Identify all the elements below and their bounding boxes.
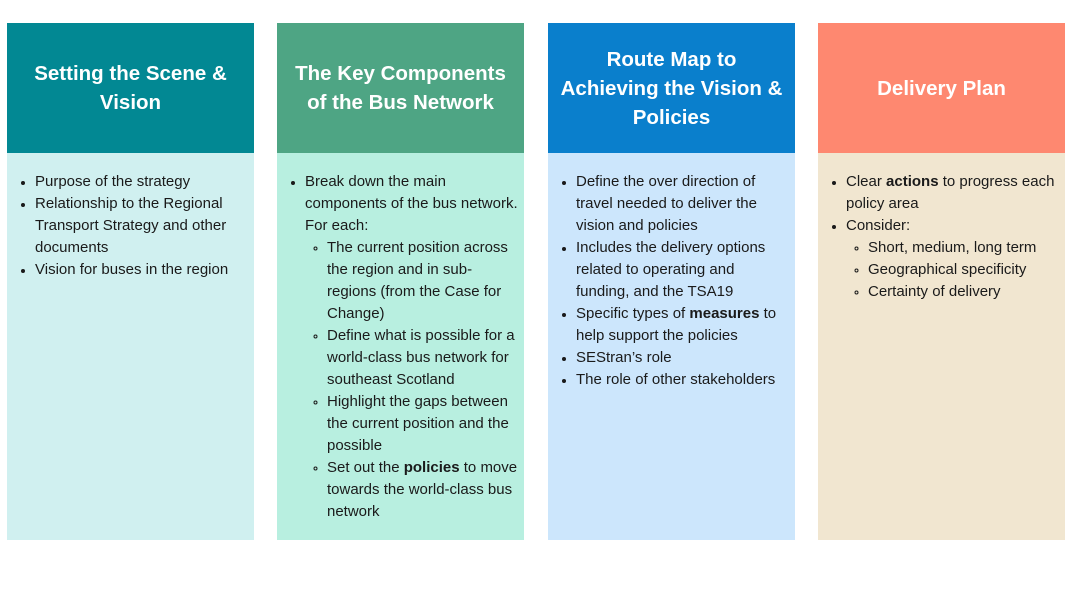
- list-item: [576, 347, 789, 369]
- column-header: Route Map to Achieving the Vision & Policies: [548, 23, 795, 153]
- sub-list-item-text: The current position across the region and in sub-regions (from the Case for Change): [327, 239, 508, 322]
- sub-list-item-text: to move towards the world-class bus network: [327, 459, 518, 520]
- column-setting-the-scene: [7, 23, 254, 540]
- column-key-components: [277, 23, 524, 540]
- list-item: [576, 237, 789, 303]
- bullet-list: [552, 171, 789, 391]
- sub-list-item: [868, 237, 1059, 259]
- sub-list-item-text: Set out the: [327, 459, 404, 476]
- sub-list-item: [327, 391, 518, 457]
- list-item: [846, 215, 1059, 303]
- list-item: [35, 193, 248, 259]
- sub-list-item: [327, 457, 518, 523]
- bullet-list: [281, 171, 518, 523]
- column-body: [548, 153, 795, 540]
- sub-list-item-text: Certainty of delivery: [868, 283, 1001, 300]
- sub-bullet-list: [305, 237, 518, 523]
- list-item-text: Clear: [846, 173, 887, 190]
- column-body: [277, 153, 524, 540]
- sub-list-item: [868, 281, 1059, 303]
- list-item-text: Define the over direction of travel needed to deliver the vision and policies: [576, 173, 757, 234]
- list-item-text: Relationship to the Regional Transport Strategy and other documents: [35, 195, 227, 256]
- emphasis-actions: actions: [886, 173, 939, 190]
- sub-list-item-text: Highlight the gaps between the current position and the possible: [327, 393, 509, 454]
- sub-list-item: [868, 259, 1059, 281]
- sub-list-item-text: Define what is possible for a world-class bus network for southeast Scotland: [327, 327, 515, 388]
- column-body: [7, 153, 254, 540]
- list-item: [35, 259, 248, 281]
- sub-bullet-list: [846, 237, 1059, 303]
- list-item-text: Consider:: [846, 217, 911, 234]
- list-item-text: to help support the policies: [576, 305, 777, 344]
- list-item: [846, 171, 1059, 215]
- column-header: Delivery Plan: [818, 23, 1065, 153]
- column-header: The Key Components of the Bus Network: [277, 23, 524, 153]
- list-item-text: Includes the delivery options related to operating and funding, and the TSA19: [576, 239, 766, 300]
- sub-list-item: [327, 237, 518, 325]
- list-item-text: to progress each policy area: [846, 173, 1055, 212]
- list-item-text: SEStran’s role: [576, 349, 672, 366]
- list-item: [576, 303, 789, 347]
- list-item: [576, 171, 789, 237]
- sub-list-item: [327, 325, 518, 391]
- column-route-map: [548, 23, 795, 540]
- sub-list-item-text: Short, medium, long term: [868, 239, 1037, 256]
- column-delivery-plan: [818, 23, 1065, 540]
- emphasis-measures: measures: [689, 305, 760, 322]
- list-item: [35, 171, 248, 193]
- list-item-text: The role of other stakeholders: [576, 371, 776, 388]
- bullet-list: [11, 171, 248, 281]
- sub-list-item-text: Geographical specificity: [868, 261, 1027, 278]
- list-item: [576, 369, 789, 391]
- column-header: Setting the Scene & Vision: [7, 23, 254, 153]
- list-item-text: Break down the main components of the bus network. For each:: [305, 173, 518, 234]
- bullet-list: [822, 171, 1059, 303]
- list-item-text: Vision for buses in the region: [35, 261, 229, 278]
- emphasis-policies: policies: [403, 459, 460, 476]
- list-item-text: Purpose of the strategy: [35, 173, 191, 190]
- list-item: [305, 171, 518, 523]
- column-body: [818, 153, 1065, 540]
- list-item-text: Specific types of: [576, 305, 690, 322]
